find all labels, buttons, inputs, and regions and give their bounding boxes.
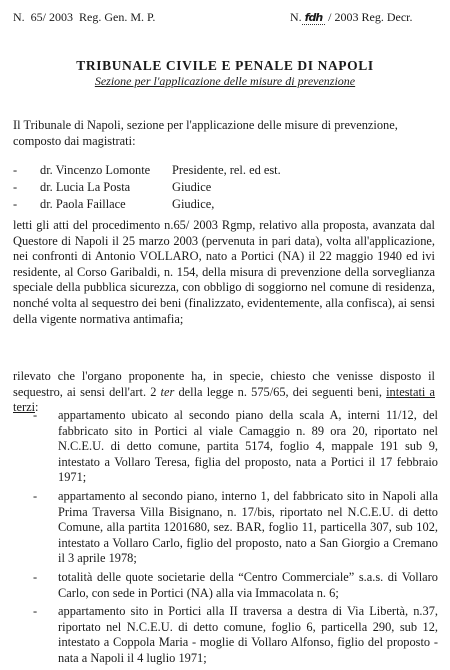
asset-item-2 bbox=[13, 489, 438, 567]
asset-item-4 bbox=[13, 604, 438, 666]
register-prefix: N. bbox=[13, 10, 25, 24]
asset-item-text: totalità delle quote societarie della “Centro Commerciale” s.a.s. di Vollaro Carlo, con sede in Portici (NA) alla via Immacolata n. 6; bbox=[58, 569, 438, 600]
register-suffix: Reg. Gen. M. P. bbox=[79, 10, 156, 24]
asset-item-text: appartamento al secondo piano, interno 1, del fabbricato sito in Napoli alla Prima Traversa Villa Bisignano, n. 17/bis, riportato nel N.C.E.U. di detto Comune, alla partita 1201680, sez. BAR, foglio 11, particella 307, sub 102, intestato a Vollaro Carlo, figlio del proposto, nato a San Giorgio a Cremano il 3 aprile 1978; bbox=[58, 488, 438, 566]
judge-3-role: Giudice, bbox=[172, 197, 215, 211]
asset-item-dash: - bbox=[33, 604, 38, 619]
asset-item-text: appartamento sito in Portici alla II traversa a destra di Via Libertà, n.37, riportato nel N.C.E.U. di detto comune, foglio 6, particella 290, sub 12, intestato a Coppola Maria - moglie di Vollaro Alfonso, figlio del proposto - nata a Napoli il 4 luglio 1971; bbox=[58, 604, 438, 665]
asset-item-1 bbox=[13, 408, 438, 486]
judge-1-role: Presidente, rel. ed est. bbox=[172, 163, 281, 177]
decree-prefix: N. bbox=[290, 10, 302, 24]
intro-line-2: composto dai magistrati: bbox=[13, 133, 136, 148]
asset-item-dash: - bbox=[33, 488, 38, 503]
asset-item-dash: - bbox=[33, 408, 38, 422]
judge-3-dash: - bbox=[13, 197, 18, 211]
asset-item-3 bbox=[13, 570, 438, 601]
assets-list bbox=[13, 408, 438, 670]
asset-item-text: appartamento ubicato al secondo piano della scala A, interni 11/12, del fabbricato sito in Portici al viale Camaggio n. 89 ora 20, riportato nel N.C.E.U. di detto comune, partita 5174, foglio 4, mappale 191 sub 9, intestato a Vollaro Teresa, figlia del proposto, nata a Portici il 17 febbraio 1971; bbox=[58, 408, 438, 485]
register-number: 65/ 2003 bbox=[30, 10, 74, 24]
judge-2-role: Giudice bbox=[172, 180, 212, 194]
decree-register-number bbox=[290, 10, 413, 25]
request-colon: : bbox=[35, 400, 39, 415]
request-ter-italic: ter bbox=[160, 384, 175, 399]
intro-paragraph bbox=[13, 118, 435, 149]
request-text-2: della legge n. 575/65, dei seguenti beni, bbox=[178, 384, 382, 399]
handwritten-decree-number: fdh bbox=[302, 11, 326, 25]
judge-2-dash: - bbox=[13, 180, 18, 194]
court-section-subtitle: Sezione per l'applicazione delle misure di prevenzione bbox=[94, 74, 356, 88]
judge-3-name: dr. Paola Faillace bbox=[40, 197, 126, 211]
intro-line-1: Il Tribunale di Napoli, sezione per l'applicazione delle misure di prevenzione, bbox=[13, 118, 398, 132]
decree-suffix: / 2003 Reg. Decr. bbox=[328, 10, 413, 24]
general-register-number bbox=[13, 10, 155, 25]
asset-item-dash: - bbox=[33, 569, 38, 584]
judge-1-dash: - bbox=[13, 163, 18, 177]
request-text-1: rilevato che l'organo proponente ha, in specie, chiesto che venisse disposto il sequestro, ai sensi dell'art. 2 bbox=[13, 369, 435, 399]
court-title: TRIBUNALE CIVILE E PENALE DI NAPOLI bbox=[76, 58, 374, 73]
judge-2-name: dr. Lucia La Posta bbox=[40, 180, 131, 194]
request-underlined-third-parties: intestati a terzi bbox=[13, 384, 435, 415]
judge-1-name: dr. Vincenzo Lomonte bbox=[40, 163, 151, 177]
body-paragraph-procedure: letti gli atti del procedimento n.65/ 2003 Rgmp, relativo alla proposta, avanzata dal Questore di Napoli il 25 marzo 2003 (pervenuta in pari data), volta all'applicazione, nei confronti di Antonio VOLLARO, nato a Portici (NA) il 22 maggio 1940 ed ivi residente, al Corso Garibaldi, n. 154, della misura di prevenzione della sorveglianza speciale della pubblica sicurezza, con obbligo di soggiorno nel comune di residenza, nonché volta al sequestro dei beni (finalizzato, evidentemente, alla confisca), ai sensi della vigente normativa antimafia; bbox=[13, 218, 435, 326]
